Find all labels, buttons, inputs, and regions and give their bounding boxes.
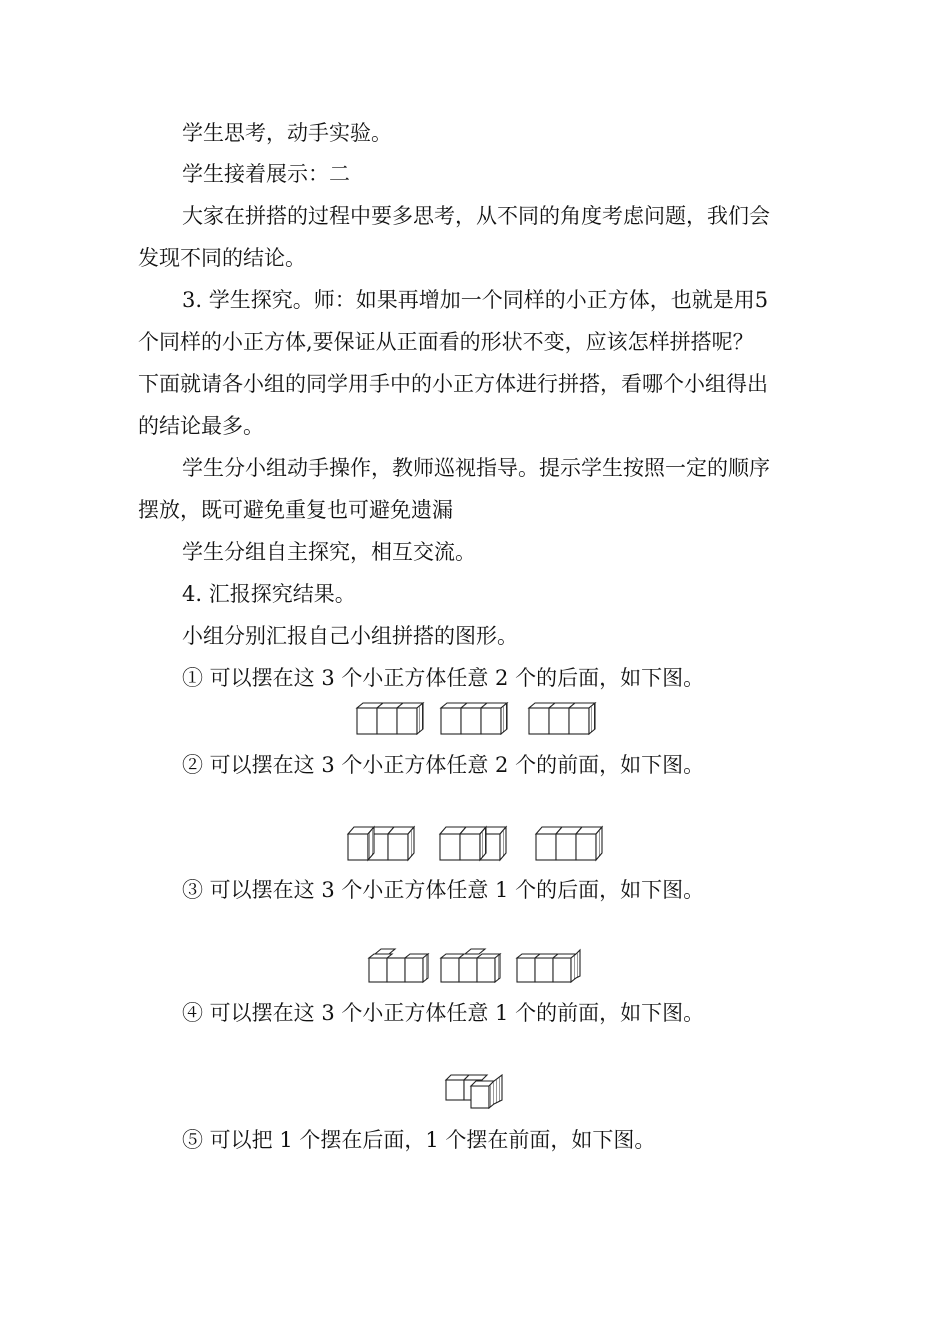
cube-group-1a: [357, 703, 423, 734]
cube-group-2c: [536, 827, 602, 860]
cube-group-3a: [369, 949, 428, 982]
paragraph-report: 4. 汇报探究结果。: [182, 582, 356, 606]
paragraph-explore-line4: 的结论最多。: [138, 414, 264, 438]
cube-figure-case-3: [366, 946, 591, 986]
cube-group-2b: [440, 827, 506, 860]
paragraph-group-report: 小组分别汇报自己小组拼搭的图形。: [182, 624, 518, 648]
paragraph-explore-line3: 下面就请各小组的同学用手中的小正方体进行拼搭，看哪个小组得出: [138, 372, 768, 396]
cube-group-3b: [441, 949, 500, 982]
paragraph-operate-line2: 摆放，既可避免重复也可避免遗漏: [138, 498, 453, 522]
cube-figure-case-4: [442, 1072, 514, 1112]
cube-group-2a: [348, 827, 414, 860]
cube-figure-case-1: [350, 700, 610, 740]
cube-group-1c: [529, 703, 595, 734]
cube-group-4a: [446, 1075, 502, 1108]
case-2-text: ② 可以摆在这 3 个小正方体任意 2 个的前面，如下图。: [182, 753, 705, 777]
case-3-text: ③ 可以摆在这 3 个小正方体任意 1 个的后面，如下图。: [182, 878, 705, 902]
paragraph-group-explore: 学生分组自主探究，相互交流。: [182, 540, 476, 564]
paragraph-operate-line1: 学生分小组动手操作，教师巡视指导。提示学生按照一定的顺序: [182, 456, 770, 480]
case-4-text: ④ 可以摆在这 3 个小正方体任意 1 个的前面，如下图。: [182, 1001, 705, 1025]
case-5-text: ⑤ 可以把 1 个摆在后面，1 个摆在前面，如下图。: [182, 1128, 656, 1152]
cube-group-1b: [441, 703, 507, 734]
cube-group-3c: [517, 950, 580, 982]
paragraph-explore-line2: 个同样的小正方体,要保证从正面看的形状不变，应该怎样拼搭呢？: [138, 330, 754, 354]
paragraph-explore-line1: 3. 学生探究。师：如果再增加一个同样的小正方体，也就是用5: [182, 288, 769, 312]
paragraph-think-line2: 发现不同的结论。: [138, 246, 306, 270]
paragraph-think-line1: 大家在拼搭的过程中要多思考，从不同的角度考虑问题，我们会: [182, 204, 770, 228]
case-1-text: ① 可以摆在这 3 个小正方体任意 2 个的后面，如下图。: [182, 666, 705, 690]
paragraph-students-think: 学生思考，动手实验。: [182, 121, 392, 145]
paragraph-students-show: 学生接着展示：二: [182, 162, 350, 186]
cube-figure-case-2: [342, 822, 612, 864]
